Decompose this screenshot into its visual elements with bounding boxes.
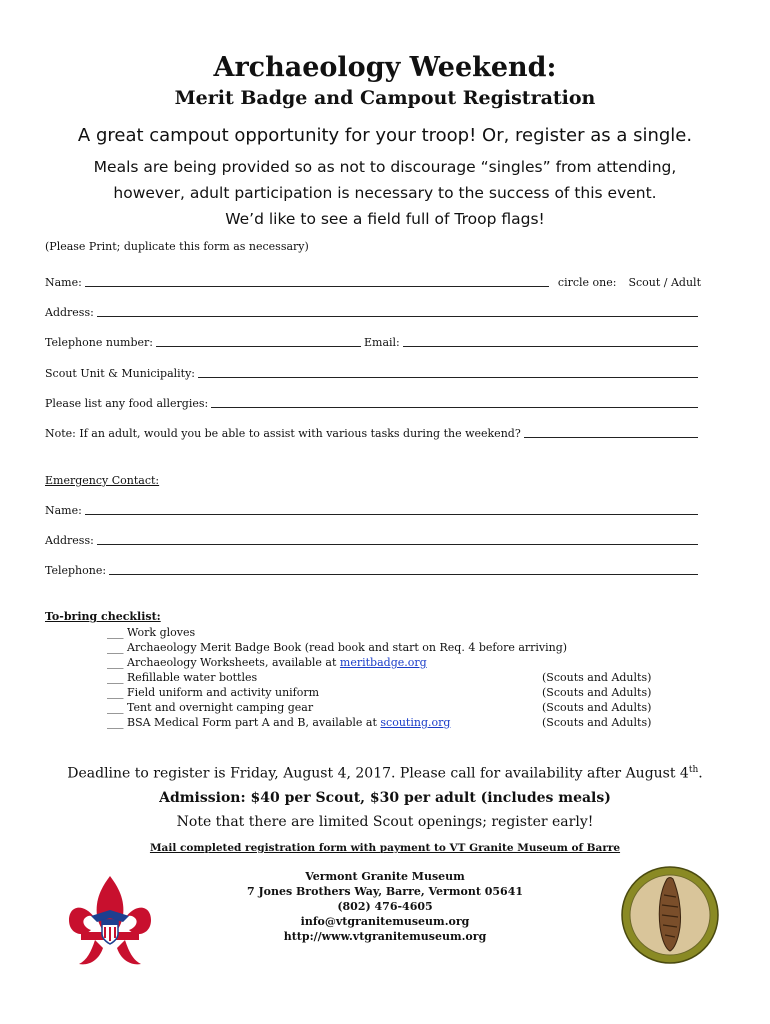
emergency-address-label: Address: — [45, 534, 94, 547]
checklist-note: (Scouts and Adults) — [542, 671, 652, 684]
openings-text: Note that there are limited Scout openings; register early! — [176, 814, 594, 830]
telephone-label: Telephone number: — [45, 336, 153, 349]
boy-scouts-fleur-de-lis-icon — [65, 872, 155, 970]
checklist-note: (Scouts and Adults) — [542, 701, 652, 714]
checklist-item: ___ Archaeology Worksheets, available at meritbadge.org — [107, 656, 427, 669]
emergency-telephone-field[interactable] — [109, 564, 698, 575]
tagline: A great campout opportunity for your troop! Or, register as a single. — [77, 125, 693, 146]
emergency-address-row — [45, 534, 701, 547]
allergies-label: Please list any food allergies: — [45, 397, 209, 410]
mail-instructions: Mail completed registration form with payment to VT Granite Museum of Barre — [149, 842, 621, 854]
assist-field[interactable] — [524, 427, 698, 438]
emergency-telephone-row — [45, 564, 701, 577]
unit-label: Scout Unit & Municipality: — [45, 367, 196, 380]
archaeology-merit-badge-icon — [620, 865, 720, 965]
address-row — [45, 306, 701, 319]
email-label: Email: — [363, 336, 400, 349]
emergency-contact-heading: Emergency Contact: — [45, 474, 160, 487]
name-label: Name: — [45, 276, 82, 289]
emergency-name-field[interactable] — [85, 504, 698, 515]
checklist-item: ___ Work gloves — [107, 626, 196, 639]
email-field[interactable] — [403, 336, 698, 347]
museum-name: Vermont Granite Museum — [305, 870, 465, 883]
name-row — [45, 276, 701, 289]
address-field[interactable] — [97, 306, 698, 317]
allergies-row — [45, 397, 701, 410]
admission-text: Admission: $40 per Scout, $30 per adult (includes meals) — [159, 790, 611, 806]
meritbadge-link[interactable]: meritbadge.org — [339, 656, 427, 669]
print-note: (Please Print; duplicate this form as necessary) — [45, 240, 309, 253]
checklist-item: ___ Archaeology Merit Badge Book (read book and start on Req. 4 before arriving) — [107, 641, 568, 654]
unit-field[interactable] — [198, 367, 698, 378]
assist-row — [45, 427, 701, 440]
museum-website[interactable]: http://www.vtgranitemuseum.org — [283, 930, 487, 943]
checklist-item: ___ Refillable water bottles — [107, 671, 258, 684]
checklist-heading: To-bring checklist: — [45, 610, 161, 623]
unit-row — [45, 367, 701, 380]
deadline-text: Deadline to register is Friday, August 4, 2017. Please call for availability after August 4th. — [67, 765, 703, 782]
telephone-email-row — [45, 336, 701, 349]
checklist-note: (Scouts and Adults) — [542, 686, 652, 699]
circle-one-label: circle one: — [557, 276, 617, 289]
meals-line-3: We’d like to see a field full of Troop flags! — [225, 210, 545, 228]
address-label: Address: — [45, 306, 94, 319]
checklist-item: ___ BSA Medical Form part A and B, available at scouting.org — [107, 716, 451, 729]
telephone-field[interactable] — [156, 336, 361, 347]
checklist-item: ___ Tent and overnight camping gear — [107, 701, 314, 714]
name-field[interactable] — [85, 276, 549, 287]
meals-line-2: however, adult participation is necessary to the success of this event. — [113, 184, 657, 202]
emergency-address-field[interactable] — [97, 534, 698, 545]
museum-phone: (802) 476-4605 — [337, 900, 433, 913]
checklist-item: ___ Field uniform and activity uniform — [107, 686, 320, 699]
scouting-link[interactable]: scouting.org — [380, 716, 451, 729]
assist-label: Note: If an adult, would you be able to assist with various tasks during the weekend? — [45, 427, 521, 440]
scout-adult-options[interactable]: Scout / Adult — [628, 276, 701, 289]
page-title: Archaeology Weekend: — [213, 52, 557, 83]
checklist-note: (Scouts and Adults) — [542, 716, 652, 729]
page-subtitle: Merit Badge and Campout Registration — [174, 87, 596, 109]
museum-email[interactable]: info@vtgranitemuseum.org — [300, 915, 470, 928]
meals-line-1: Meals are being provided so as not to discourage “singles” from attending, — [93, 158, 677, 176]
museum-street: 7 Jones Brothers Way, Barre, Vermont 05641 — [246, 885, 524, 898]
emergency-name-row — [45, 504, 701, 517]
emergency-name-label: Name: — [45, 504, 82, 517]
emergency-telephone-label: Telephone: — [45, 564, 107, 577]
allergies-field[interactable] — [211, 397, 698, 408]
